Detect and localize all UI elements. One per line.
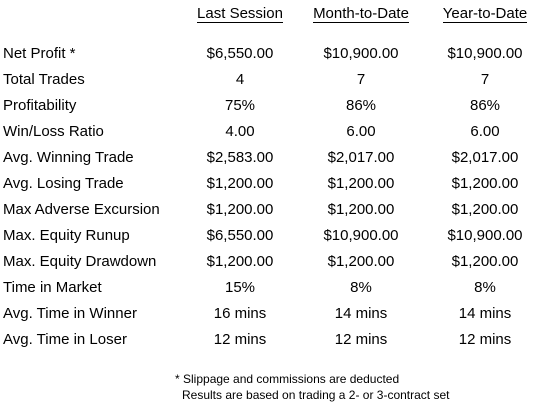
table-row: [0, 198, 537, 222]
cell-last-session: 16 mins: [213, 305, 267, 322]
table-row: [0, 224, 537, 248]
row-label: Net Profit *: [3, 45, 76, 62]
cell-year-to-date: 14 mins: [458, 305, 512, 322]
cell-year-to-date: 86%: [469, 97, 501, 114]
cell-month-to-date: 86%: [345, 97, 377, 114]
cell-month-to-date: $2,017.00: [327, 149, 395, 166]
table-row: [0, 146, 537, 170]
cell-month-to-date: 8%: [350, 279, 372, 296]
cell-last-session: $1,200.00: [206, 253, 274, 270]
cell-year-to-date: 12 mins: [458, 331, 512, 348]
column-header-month-to-date: Month-to-Date: [313, 5, 409, 22]
cell-year-to-date: $10,900.00: [447, 227, 523, 244]
table-row: [0, 276, 537, 300]
cell-last-session: $6,550.00: [206, 227, 274, 244]
table-row: [0, 302, 537, 326]
cell-year-to-date: 7: [480, 71, 490, 88]
row-label: Win/Loss Ratio: [3, 123, 104, 140]
row-label: Max Adverse Excursion: [3, 201, 160, 218]
cell-last-session: $6,550.00: [206, 45, 274, 62]
cell-month-to-date: 14 mins: [334, 305, 388, 322]
cell-month-to-date: $1,200.00: [327, 175, 395, 192]
cell-last-session: $1,200.00: [206, 201, 274, 218]
row-label: Avg. Winning Trade: [3, 149, 134, 166]
cell-year-to-date: $2,017.00: [451, 149, 519, 166]
cell-last-session: 12 mins: [213, 331, 267, 348]
cell-last-session: 15%: [224, 279, 256, 296]
table-row: [0, 172, 537, 196]
table-row: [0, 94, 537, 118]
cell-month-to-date: $1,200.00: [327, 253, 395, 270]
cell-year-to-date: 8%: [474, 279, 496, 296]
footnote-slippage: * Slippage and commissions are deducted: [175, 372, 400, 386]
cell-last-session: 4: [235, 71, 245, 88]
column-header-year-to-date: Year-to-Date: [442, 5, 528, 22]
column-header-last-session: Last Session: [197, 5, 283, 22]
table-row: [0, 42, 537, 66]
table-row: [0, 250, 537, 274]
cell-month-to-date: 12 mins: [334, 331, 388, 348]
cell-last-session: $2,583.00: [206, 149, 274, 166]
row-label: Avg. Time in Winner: [3, 305, 137, 322]
cell-month-to-date: $10,900.00: [323, 45, 399, 62]
cell-last-session: 4.00: [225, 123, 255, 140]
cell-year-to-date: $10,900.00: [447, 45, 523, 62]
cell-last-session: $1,200.00: [206, 175, 274, 192]
cell-year-to-date: $1,200.00: [451, 253, 519, 270]
cell-month-to-date: $10,900.00: [323, 227, 399, 244]
table-row: [0, 120, 537, 144]
cell-month-to-date: $1,200.00: [327, 201, 395, 218]
cell-year-to-date: $1,200.00: [451, 201, 519, 218]
row-label: Profitability: [3, 97, 77, 114]
cell-month-to-date: 7: [356, 71, 366, 88]
row-label: Time in Market: [3, 279, 102, 296]
cell-month-to-date: 6.00: [346, 123, 376, 140]
cell-last-session: 75%: [224, 97, 256, 114]
footnote-contract-set: Results are based on trading a 2- or 3-contract set: [182, 388, 450, 402]
row-label: Avg. Losing Trade: [3, 175, 124, 192]
row-label: Total Trades: [3, 71, 85, 88]
row-label: Avg. Time in Loser: [3, 331, 127, 348]
cell-year-to-date: $1,200.00: [451, 175, 519, 192]
row-label: Max. Equity Drawdown: [3, 253, 157, 270]
table-row: [0, 328, 537, 352]
row-label: Max. Equity Runup: [3, 227, 130, 244]
table-row: [0, 68, 537, 92]
cell-year-to-date: 6.00: [470, 123, 500, 140]
